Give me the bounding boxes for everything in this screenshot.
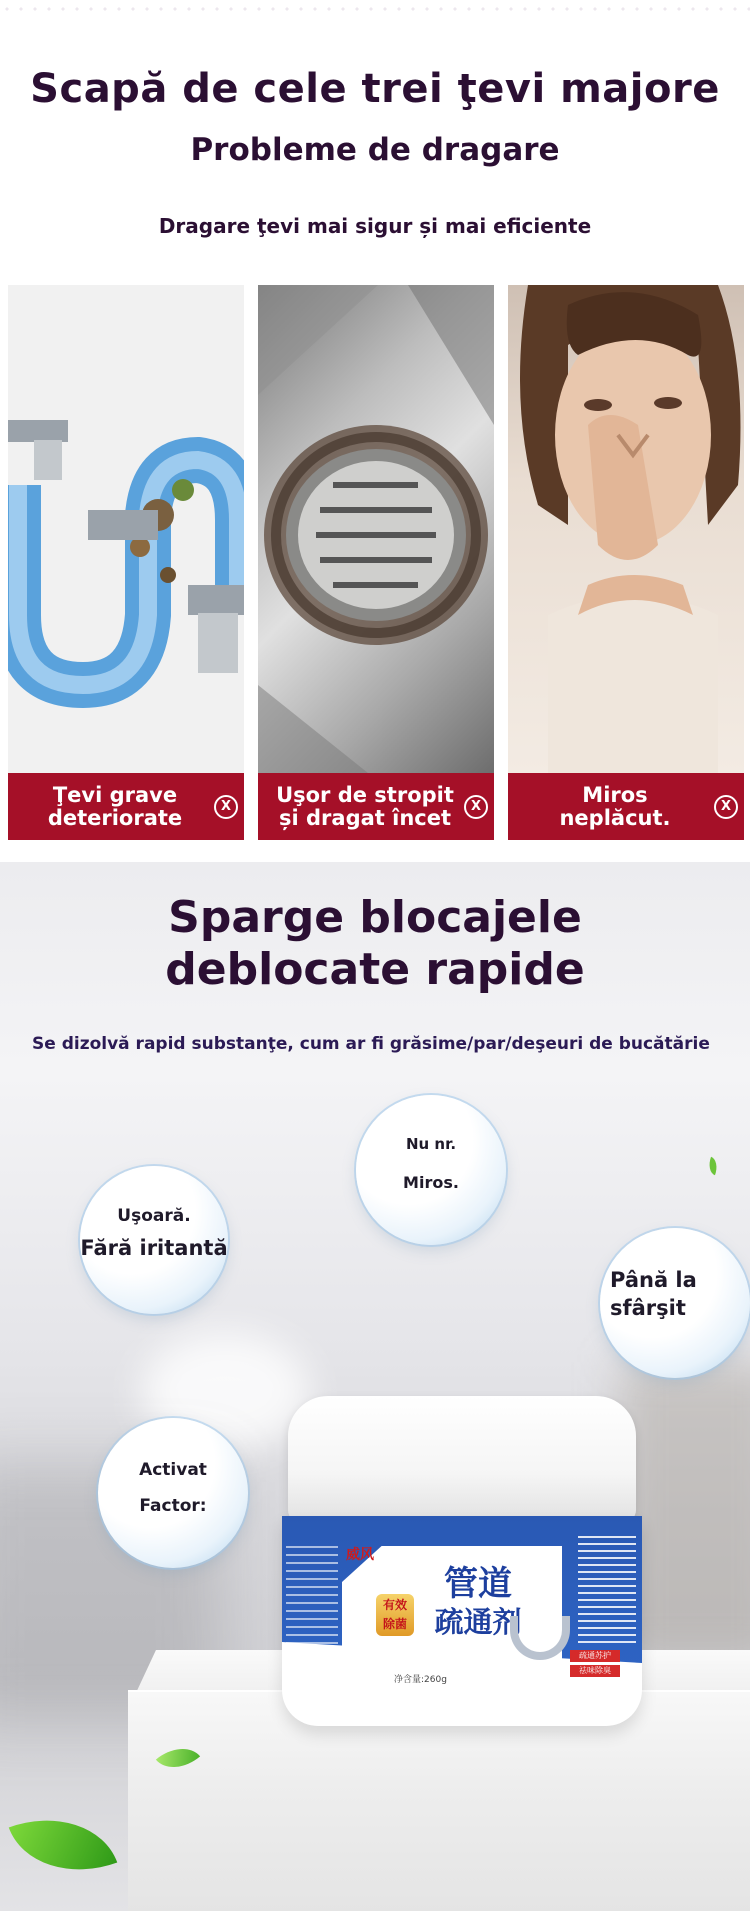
caption-text: Uşor de stropit și dragat încet	[276, 782, 454, 830]
seal-line2: 除菌	[382, 1617, 407, 1631]
bubble-line1: Până la	[610, 1268, 697, 1292]
panel-caption	[508, 773, 744, 840]
section1-title-line1: Scapă de cele trei ţevi majore	[30, 66, 720, 112]
product-tags	[570, 1650, 620, 1680]
x-mark-icon: X	[714, 795, 738, 819]
net-weight: 净含量:260g	[394, 1675, 447, 1685]
section2-title-line1: Sparge blocajele	[168, 892, 582, 943]
problem-panel-bad-odor	[508, 285, 744, 840]
bad-smell-photo	[508, 285, 744, 773]
benefit-bubble-non-irritating	[80, 1166, 228, 1314]
benefit-bubble-active-factor	[98, 1418, 248, 1568]
section2-subtitle: Se dizolvă rapid substanţe, cum ar fi grăsime/par/deşeuri de bucătărie	[32, 1034, 710, 1054]
bubble-line1: Uşoară.	[117, 1206, 191, 1226]
floor-drain-icon	[258, 285, 494, 773]
product-brand: 威风	[346, 1547, 374, 1563]
problem-panel-slow-drain	[258, 285, 494, 840]
panel-caption	[8, 773, 244, 840]
jar-body	[282, 1516, 642, 1726]
caption-text: Miros neplăcut.	[559, 782, 671, 830]
problem-panel-damaged-pipes	[8, 285, 244, 840]
bubble-line1: Nu nr.	[405, 1135, 457, 1153]
section2-title-line2: deblocate rapide	[165, 944, 585, 995]
caption-text: Ţevi grave deteriorate	[47, 782, 183, 830]
jar-lid	[288, 1396, 636, 1526]
product-name-line1: 管道	[444, 1564, 512, 1604]
bubble-line2: Miros.	[403, 1173, 459, 1192]
section1-title-line2: Probleme de dragare	[190, 132, 560, 168]
dirty-drain-photo	[258, 285, 494, 773]
section2-title	[0, 892, 750, 996]
product-tag: 祛味除臭	[570, 1665, 620, 1677]
bubble-line2: Fără iritantă	[80, 1236, 228, 1260]
benefit-bubble-thorough	[600, 1228, 750, 1378]
benefit-bubble-no-odor	[356, 1095, 506, 1245]
jar-fine-print	[286, 1546, 338, 1666]
pipe-illustration	[8, 285, 244, 773]
bubble-line2: sfârşit	[610, 1296, 686, 1320]
seal-line1: 有效	[382, 1598, 407, 1612]
antibacterial-seal	[376, 1594, 414, 1636]
x-mark-icon: X	[214, 795, 238, 819]
product-tag: 疏通苏护	[570, 1650, 620, 1662]
section1-subtitle: Dragare ţevi mai sigur și mai eficiente	[158, 214, 592, 238]
jar-fine-print	[578, 1536, 636, 1646]
woman-holding-nose-icon	[508, 285, 744, 773]
panel-caption	[258, 773, 494, 840]
bubble-line2: Factor:	[139, 1496, 207, 1516]
decorative-dot-border	[0, 4, 750, 14]
x-mark-icon: X	[464, 795, 488, 819]
s-trap-pipe-icon	[8, 285, 244, 773]
bubble-line1: Activat	[139, 1460, 207, 1480]
product-name-line2: 疏通剂	[434, 1605, 522, 1639]
drain-cleaner-jar	[282, 1396, 642, 1726]
